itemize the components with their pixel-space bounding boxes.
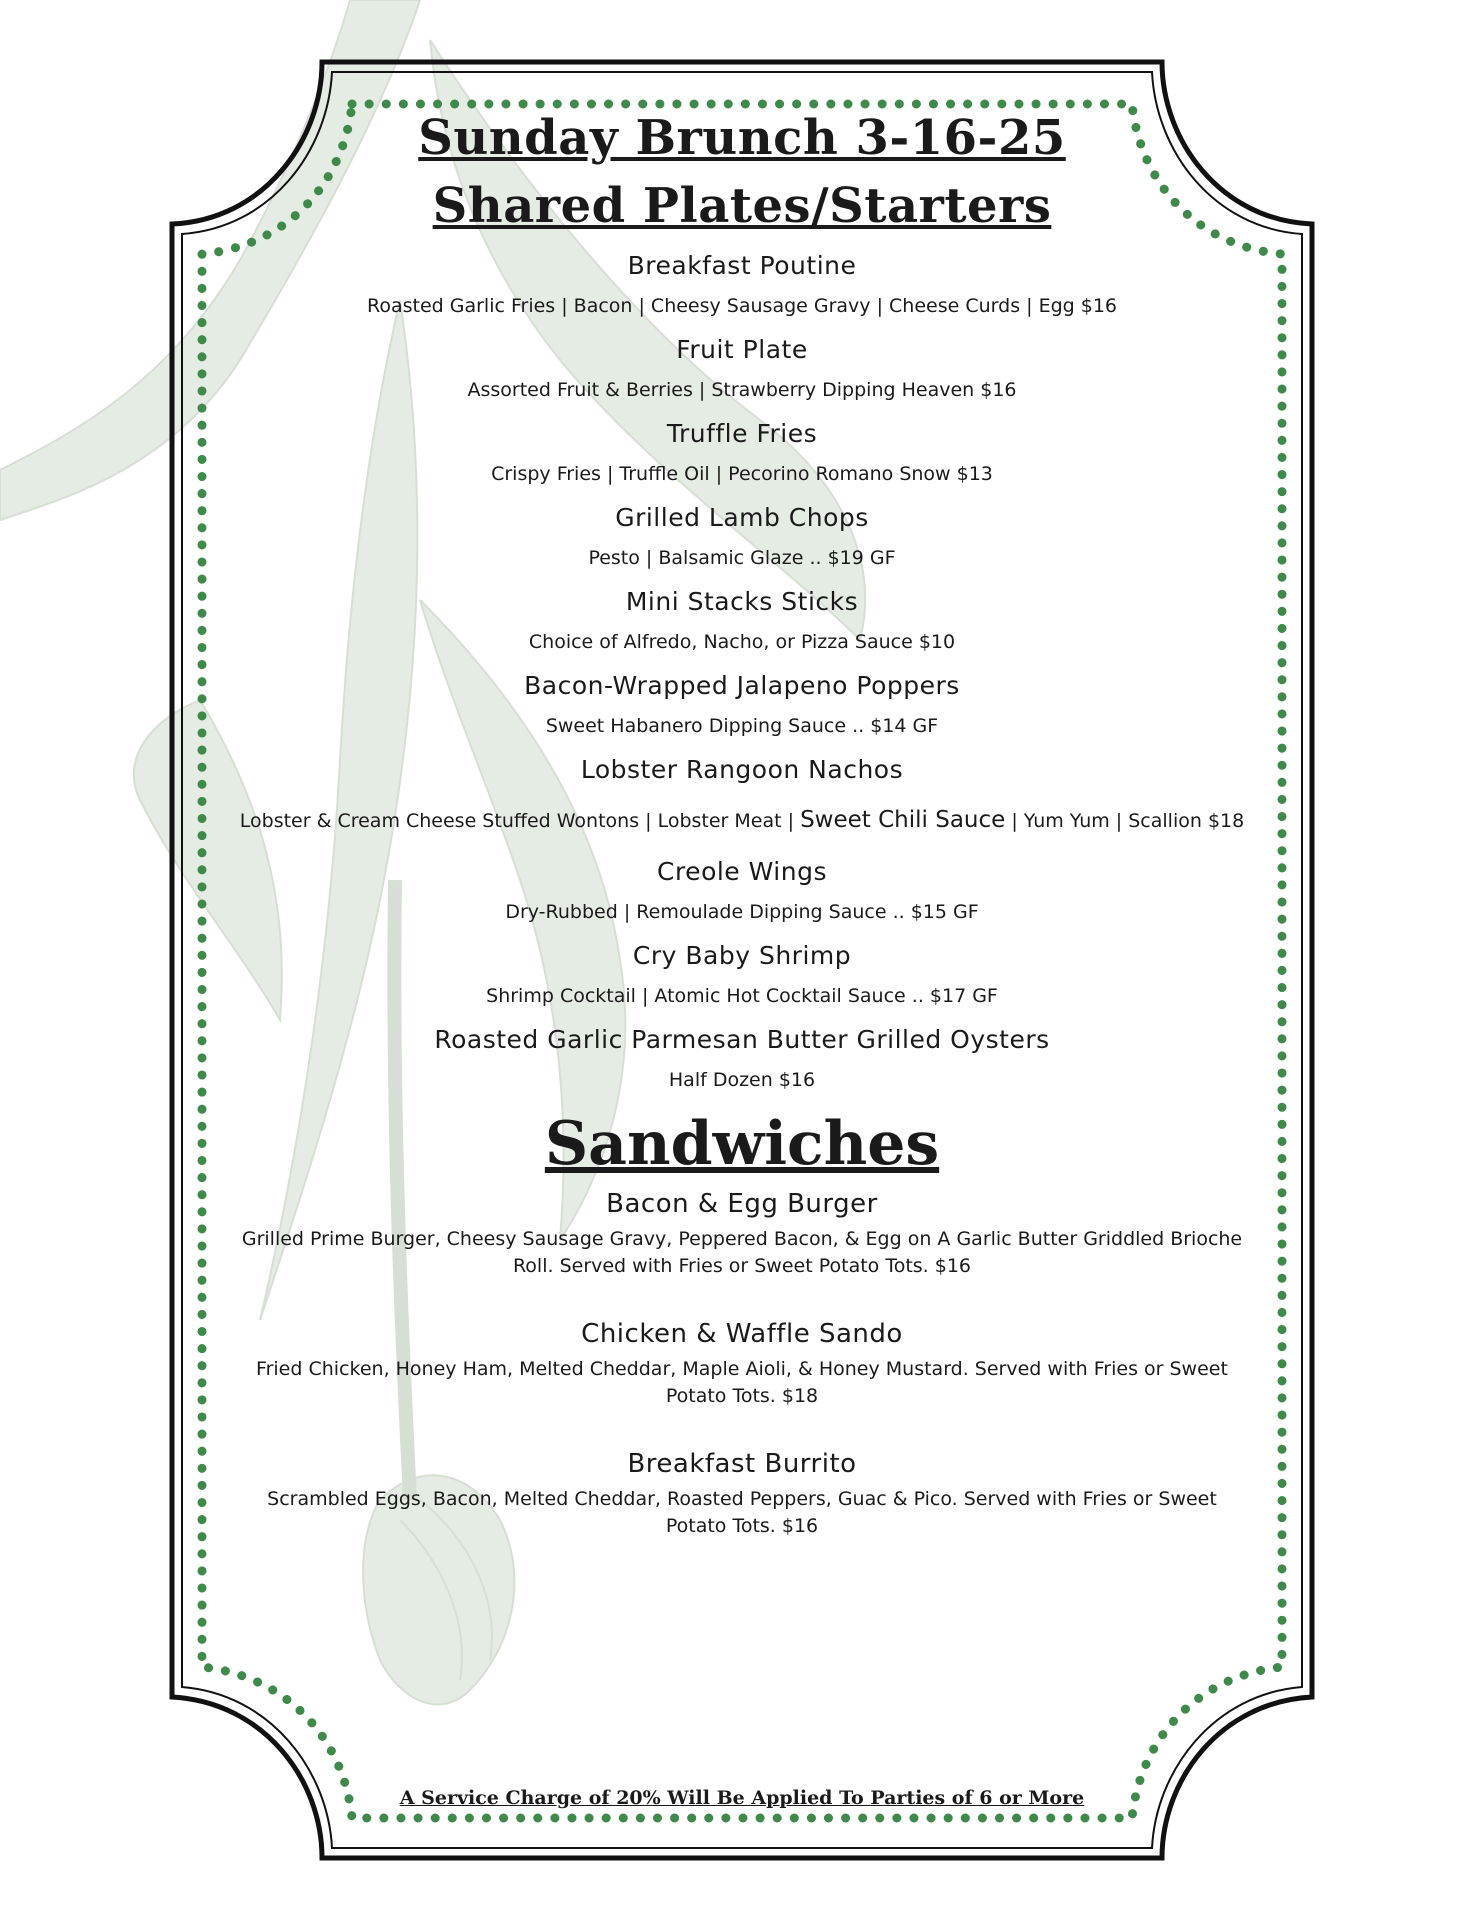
item-description: Sweet Habanero Dipping Sauce .. $14 GF <box>545 715 939 737</box>
item-description: Fried Chicken, Honey Ham, Melted Cheddar, Maple Aioli, & Honey Mustard. Served with Fries or Sweet Potato Tots. $18 <box>256 1358 1228 1407</box>
item-name: Grilled Lamb Chops <box>615 503 869 532</box>
item-name: Chicken & Waffle Sando <box>581 1319 903 1349</box>
menu-item <box>200 417 1284 488</box>
item-name: Breakfast Poutine <box>627 251 857 280</box>
item-description: Grilled Prime Burger, Cheesy Sausage Gravy, Peppered Bacon, & Egg on A Garlic Butter Griddled Brioche Roll. Served with Fries or Sweet Potato Tots. $16 <box>241 1228 1243 1277</box>
item-name: Fruit Plate <box>676 335 808 364</box>
item-description: Assorted Fruit & Berries | Strawberry Dipping Heaven $16 <box>467 379 1017 401</box>
item-description: Roasted Garlic Fries | Bacon | Cheesy Sausage Gravy | Cheese Curds | Egg $16 <box>366 295 1118 317</box>
item-name: Creole Wings <box>657 857 827 886</box>
item-name: Bacon-Wrapped Jalapeno Poppers <box>524 671 960 700</box>
menu-item <box>200 501 1284 572</box>
menu-item <box>200 333 1284 404</box>
item-description: Dry-Rubbed | Remoulade Dipping Sauce .. $15 GF <box>505 901 979 923</box>
item-description: Pesto | Balsamic Glaze .. $19 GF <box>588 547 896 569</box>
item-description: Half Dozen $16 <box>668 1069 816 1091</box>
menu-item <box>200 1446 1284 1540</box>
menu-item <box>200 1316 1284 1410</box>
menu-item <box>200 753 1284 835</box>
item-name: Roasted Garlic Parmesan Butter Grilled Oysters <box>434 1025 1050 1054</box>
item-description-part: Sweet Chili Sauce <box>800 807 1006 833</box>
item-name: Breakfast Burrito <box>627 1449 857 1479</box>
sandwiches-list <box>200 1186 1284 1540</box>
page-title: Sunday Brunch 3-16-25 <box>418 110 1066 166</box>
item-description <box>170 807 1314 835</box>
menu-item <box>200 1186 1284 1280</box>
starters-list <box>200 249 1284 1094</box>
item-name: Truffle Fries <box>666 419 818 448</box>
menu-item <box>200 855 1284 926</box>
item-description: Choice of Alfredo, Nacho, or Pizza Sauce $10 <box>528 631 956 653</box>
item-name: Mini Stacks Sticks <box>625 587 859 616</box>
section-title-sandwiches: Sandwiches <box>544 1109 940 1179</box>
item-description: Crispy Fries | Truffle Oil | Pecorino Romano Snow $13 <box>491 463 993 485</box>
item-description: Scrambled Eggs, Bacon, Melted Cheddar, Roasted Peppers, Guac & Pico. Served with Fries or Sweet Potato Tots. $16 <box>267 1488 1217 1537</box>
service-charge-note: A Service Charge of 20% Will Be Applied To Parties of 6 or More <box>399 1787 1085 1809</box>
menu-item <box>200 249 1284 320</box>
menu-item <box>200 1023 1284 1094</box>
menu-content <box>200 105 1284 1576</box>
menu-item <box>200 669 1284 740</box>
menu-item <box>200 939 1284 1010</box>
menu-item <box>200 585 1284 656</box>
section-title-starters: Shared Plates/Starters <box>432 178 1052 234</box>
item-name: Cry Baby Shrimp <box>632 941 852 970</box>
item-description-part: Lobster & Cream Cheese Stuffed Wontons | Lobster Meat | <box>239 810 801 832</box>
item-name: Lobster Rangoon Nachos <box>580 755 904 784</box>
item-description: Shrimp Cocktail | Atomic Hot Cocktail Sauce .. $17 GF <box>486 985 998 1007</box>
item-description-part: | Yum Yum | Scallion $18 <box>1005 810 1245 832</box>
item-name: Bacon & Egg Burger <box>606 1189 878 1219</box>
